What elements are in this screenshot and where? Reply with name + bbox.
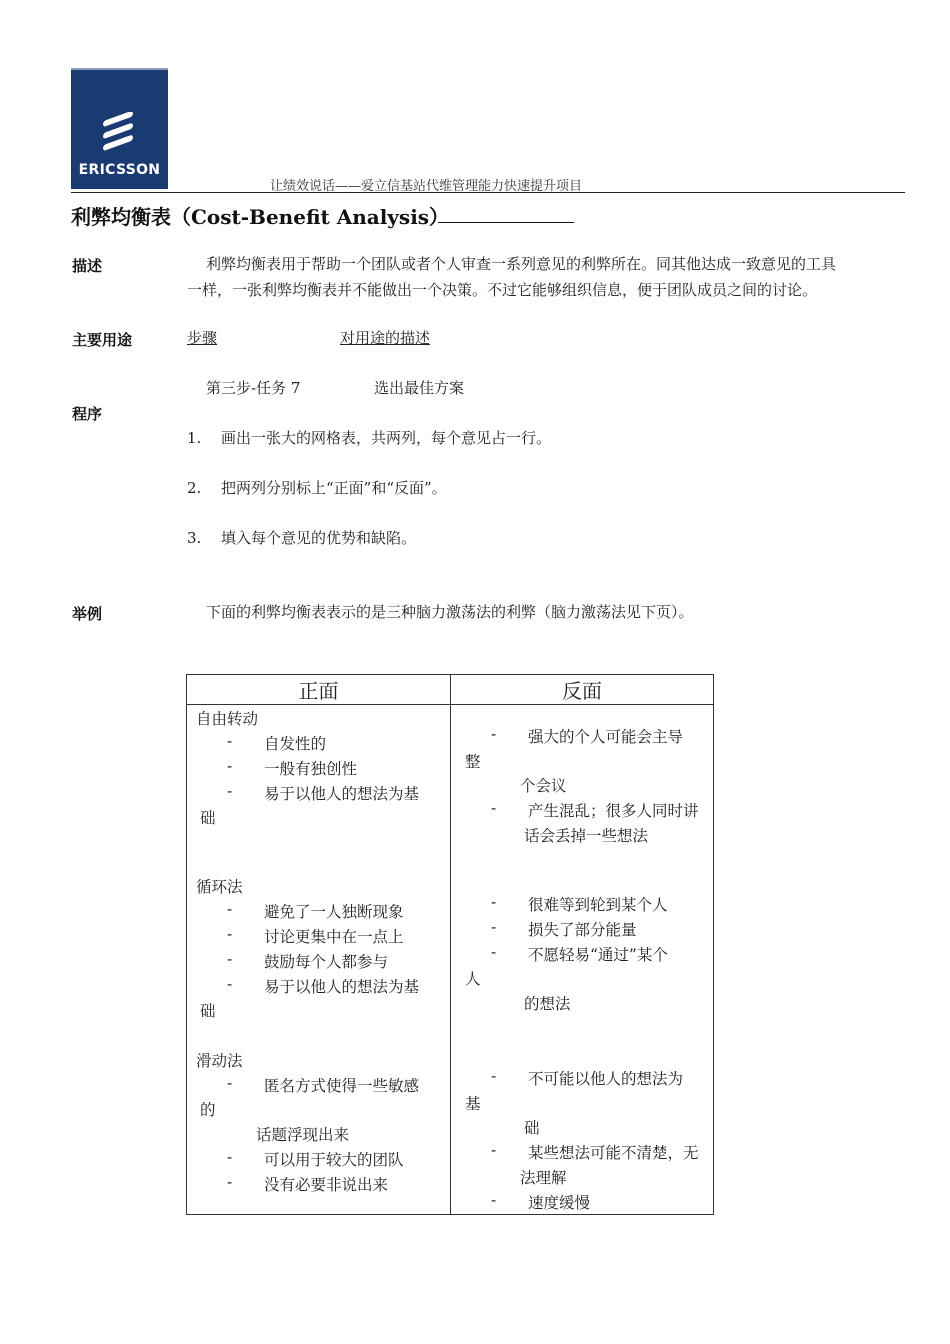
con-item-continuation: 个会议 [520,777,567,795]
header-divider [71,192,905,193]
con-column-header: 反面 [451,675,714,705]
bullet-dash: - [227,1074,233,1092]
con-item: 产生混乱；很多人同时讲 [528,802,699,820]
con-item: 不可能以他人的想法为 [528,1070,684,1088]
con-item-continuation: 的想法 [524,995,571,1013]
con-item: 很难等到轮到某个人 [528,896,668,914]
bullet-dash: - [491,1067,497,1085]
page-title: 利弊均衡表（Cost-Benefit Analysis） [71,205,450,229]
bullet-dash: - [491,725,497,743]
bullet-dash: - [491,799,497,817]
con-item-wrap: 整 [465,753,481,771]
bullet-dash: - [491,918,497,936]
pro-item-wrap: 础 [200,809,216,827]
step-text-3: 填入每个意见的优势和缺陷。 [221,529,417,547]
procedure-label: 程序 [72,405,103,423]
step-number-1: 1. [187,429,202,447]
pro-item: 避免了一人独断现象 [264,903,404,921]
pro-item: 匿名方式使得一些敏感 [264,1077,420,1095]
title-underline [438,222,574,223]
usage-desc-header: 对用途的描述 [340,329,431,347]
pro-group-title: 滑动法 [196,1052,243,1070]
pro-item: 鼓励每个人都参与 [264,953,389,971]
ericsson-mark-icon [101,112,137,156]
con-item-continuation: 话会丢掉一些想法 [524,827,649,845]
bullet-dash: - [491,1141,497,1159]
bullet-dash: - [491,1191,497,1209]
con-item-wrap: 基 [465,1095,481,1113]
con-item: 不愿轻易“通过”某个 [528,946,668,964]
bullet-dash: - [227,1173,233,1191]
pro-cell [187,705,451,1215]
usage-step: 第三步-任务 7 [206,379,301,397]
pro-column-header: 正面 [187,675,451,705]
description-line-2: 一样，一张利弊均衡表并不能做出一个决策。不过它能够组织信息，便于团队成员之间的讨论。 [187,281,818,299]
project-header: 让绩效说话——爱立信基站代维管理能力快速提升项目 [270,179,583,194]
bullet-dash: - [227,900,233,918]
pro-item-wrap: 的 [200,1101,216,1119]
pro-item: 自发性的 [264,735,327,753]
step-text-2: 把两列分别标上“正面”和“反面”。 [221,479,447,497]
description-line-1: 利弊均衡表用于帮助一个团队或者个人审查一系列意见的利弊所在。同其他达成一致意见的工具 [206,255,837,273]
pro-item: 没有必要非说出来 [264,1176,389,1194]
bullet-dash: - [227,782,233,800]
example-text: 下面的利弊均衡表表示的是三种脑力激荡法的利弊（脑力激荡法见下页）。 [206,603,694,621]
example-label: 举例 [72,605,103,623]
pro-item: 易于以他人的想法为基 [264,978,420,996]
pro-item: 讨论更集中在一点上 [264,928,404,946]
usage-label: 主要用途 [72,331,133,349]
pro-item-wrap: 础 [200,1002,216,1020]
pro-group-title: 自由转动 [196,710,259,728]
bullet-dash: - [227,950,233,968]
con-item: 速度缓慢 [528,1194,591,1212]
pro-group-title: 循环法 [196,878,243,896]
pro-item: 易于以他人的想法为基 [264,785,420,803]
logo-wordmark: ERICSSON [78,162,161,178]
step-number-2: 2. [187,479,202,497]
bullet-dash: - [227,757,233,775]
bullet-dash: - [227,1148,233,1166]
pro-item: 可以用于较大的团队 [264,1151,404,1169]
con-item: 损失了部分能量 [528,921,637,939]
bullet-dash: - [227,975,233,993]
con-item: 强大的个人可能会主导 [528,728,684,746]
step-text-1: 画出一张大的网格表，共两列，每个意见占一行。 [221,429,552,447]
con-item-wrap: 人 [465,970,481,988]
ericsson-logo [71,68,168,189]
con-item: 某些想法可能不清楚，无 [528,1144,699,1162]
usage-step-description: 选出最佳方案 [374,379,465,397]
pro-item: 一般有独创性 [264,760,358,778]
bullet-dash: - [227,925,233,943]
description-label: 描述 [72,257,103,275]
bullet-dash: - [227,732,233,750]
pro-item-continuation: 话题浮现出来 [256,1126,350,1144]
usage-step-header: 步骤 [187,329,218,347]
bullet-dash: - [491,893,497,911]
con-item-continuation: 法理解 [520,1169,567,1187]
con-cell [451,705,714,1215]
cost-benefit-table [186,674,714,1215]
con-item-continuation: 础 [524,1119,540,1137]
step-number-3: 3. [187,529,202,547]
bullet-dash: - [491,943,497,961]
